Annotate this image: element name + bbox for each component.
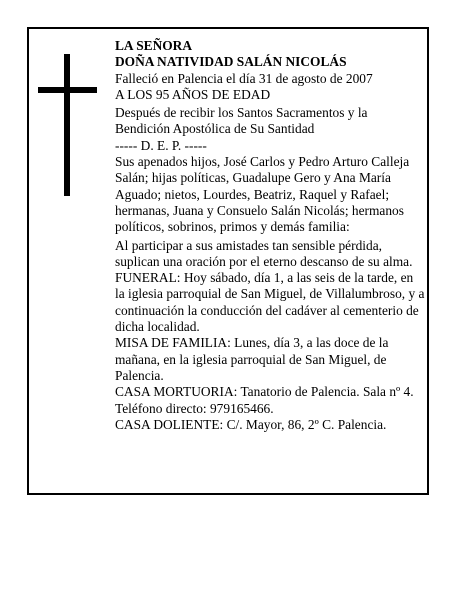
mortuoria-paragraph: CASA MORTUORIA: Tanatorio de Palencia. Sala nº 4. Teléfono directo: 979165466. — [115, 384, 414, 416]
obituary-text — [115, 38, 425, 433]
sacraments-line: Después de recibir los Santos Sacramentos y la Bendición Apostólica de Su Santidad — [115, 105, 368, 137]
misa-paragraph: MISA DE FAMILIA: Lunes, día 3, a las doce de la mañana, en la iglesia parroquial de San Miguel, de Palencia. — [115, 335, 389, 383]
doliente-paragraph: CASA DOLIENTE: C/. Mayor, 86, 2º C. Palencia. — [115, 416, 387, 432]
cross-icon-bar — [38, 87, 97, 93]
age-line: A LOS 95 AÑOS DE EDAD — [115, 86, 271, 102]
funeral-paragraph: FUNERAL: Hoy sábado, día 1, a las seis de la tarde, en la iglesia parroquial de San Miguel, de Villalumbroso, y a continuación la conducción del cadáver al cementerio de dicha localidad. — [115, 270, 425, 335]
obituary-title: LA SEÑORA — [115, 38, 193, 53]
deceased-name: DOÑA NATIVIDAD SALÁN NICOLÁS — [115, 54, 347, 70]
death-line: Falleció en Palencia el día 31 de agosto de 2007 — [115, 70, 373, 86]
dep-line: ----- D. E. P. ----- — [115, 137, 207, 153]
request-paragraph: Al participar a sus amistades tan sensible pérdida, suplican una oración por el eterno descanso de su alma. — [115, 237, 413, 269]
cross-icon — [64, 54, 70, 196]
family-paragraph: Sus apenados hijos, José Carlos y Pedro Arturo Calleja Salán; hijas políticas, Guadalupe Gero y Ana María Aguado; nietos, Lourdes, Beatriz, Raquel y Rafael; hermanas, Juana y Consuelo Salán Nicolás; hermanos políticos, sobrinos, primos y demás familia: — [115, 154, 410, 235]
